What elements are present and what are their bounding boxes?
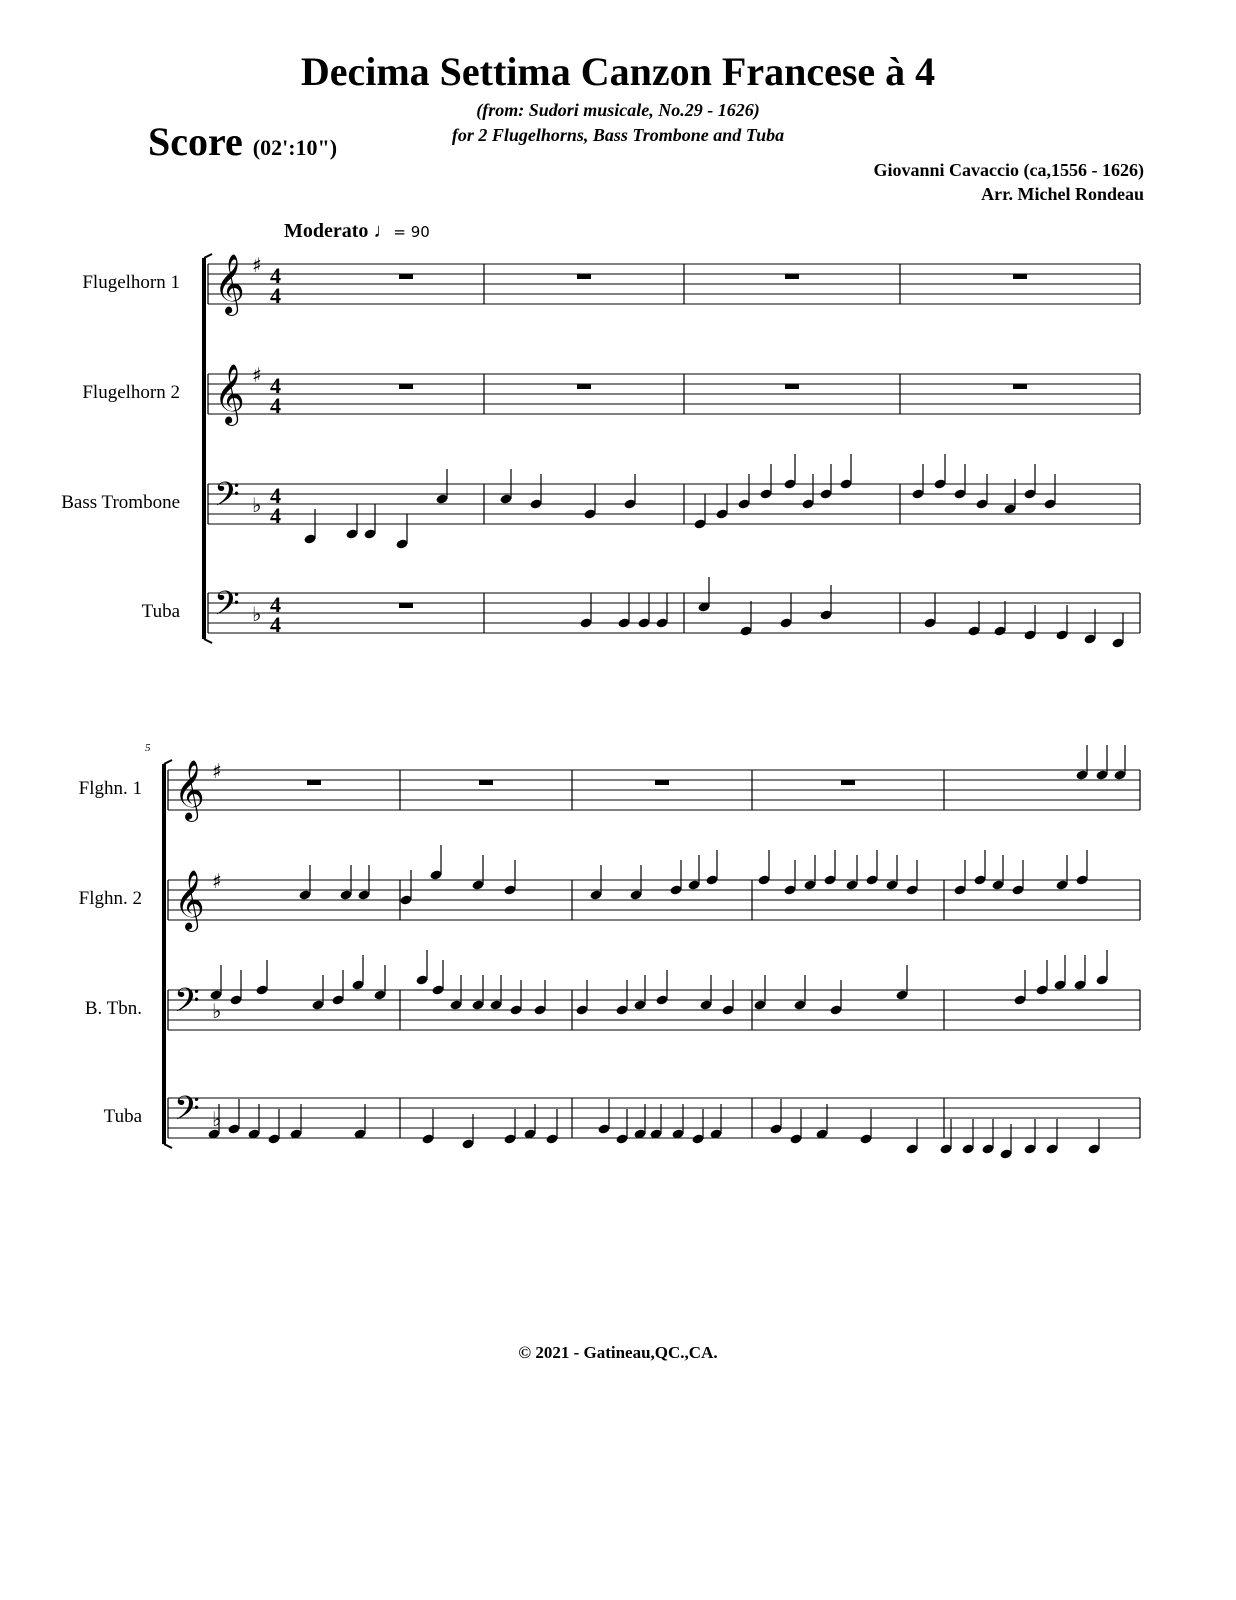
whole-rest-icon [1013,384,1027,389]
tempo-bpm: = 90 [393,223,430,241]
time-signature: 4 [270,373,281,398]
tempo-text: Moderato [284,220,369,242]
flat-icon: ♭ [252,602,262,626]
bass-clef-icon: 𝄢 [174,1090,200,1136]
instrument-label-flghn-1: Flghn. 1 [78,778,142,799]
quarter-note-icon: ♩ [373,220,394,242]
treble-clef-icon: 𝄞 [214,254,245,314]
whole-rest-icon [479,780,493,785]
instrument-label-b-tbn: B. Tbn. [84,998,142,1019]
instrument-label-flugelhorn-1: Flugelhorn 1 [82,272,180,293]
whole-rest-icon [399,384,413,389]
copyright-footer: © 2021 - Gatineau,QC.,CA. [518,1343,718,1362]
flat-icon: ♭ [212,999,222,1023]
whole-rest-icon [577,274,591,279]
whole-rest-icon [307,780,321,785]
whole-rest-icon [785,384,799,389]
treble-clef-icon: 𝄞 [174,760,205,820]
instrument-label-bass-trombone: Bass Trombone [61,492,180,513]
flat-icon: ♭ [212,1107,222,1131]
sharp-icon: ♯ [252,253,262,277]
time-signature: 4 [270,263,281,288]
whole-rest-icon [399,603,413,608]
sharp-icon: ♯ [212,869,222,893]
bass-clef-icon: 𝄢 [214,476,240,522]
bass-clef-icon: 𝄢 [214,585,240,631]
svg-text:4: 4 [270,393,281,418]
treble-clef-icon: 𝄞 [214,364,245,424]
score-word: Score [148,119,243,164]
score-instrumentation: for 2 Flugelhorns, Bass Trombone and Tuba [451,125,785,145]
instrument-label-tuba: Tuba [141,601,180,622]
whole-rest-icon [655,780,669,785]
instrument-label-flugelhorn-2: Flugelhorn 2 [82,382,180,403]
instrument-label-tuba-2: Tuba [103,1106,142,1127]
whole-rest-icon [399,274,413,279]
sharp-icon: ♯ [252,363,262,387]
instrument-label-flghn-2: Flghn. 2 [78,888,142,909]
arranger: Arr. Michel Rondeau [981,184,1144,204]
treble-clef-icon: 𝄞 [174,870,205,930]
svg-text:4: 4 [270,503,281,528]
measure-number: 5 [145,742,151,754]
time-signature: 4 [270,592,281,617]
whole-rest-icon [841,780,855,785]
whole-rest-icon [1013,274,1027,279]
svg-text:4: 4 [270,612,281,637]
sharp-icon: ♯ [212,759,222,783]
svg-text:4: 4 [270,283,281,308]
score-title: Decima Settima Canzon Francese à 4 [300,49,936,94]
whole-rest-icon [577,384,591,389]
score-duration: (02':10") [252,135,338,160]
score-source: (from: Sudori musicale, No.29 - 1626) [476,100,760,120]
composer: Giovanni Cavaccio (ca,1556 - 1626) [873,160,1144,180]
time-signature: 4 [270,483,281,508]
whole-rest-icon [785,274,799,279]
bass-clef-icon: 𝄢 [174,982,200,1028]
flat-icon: ♭ [252,493,262,517]
